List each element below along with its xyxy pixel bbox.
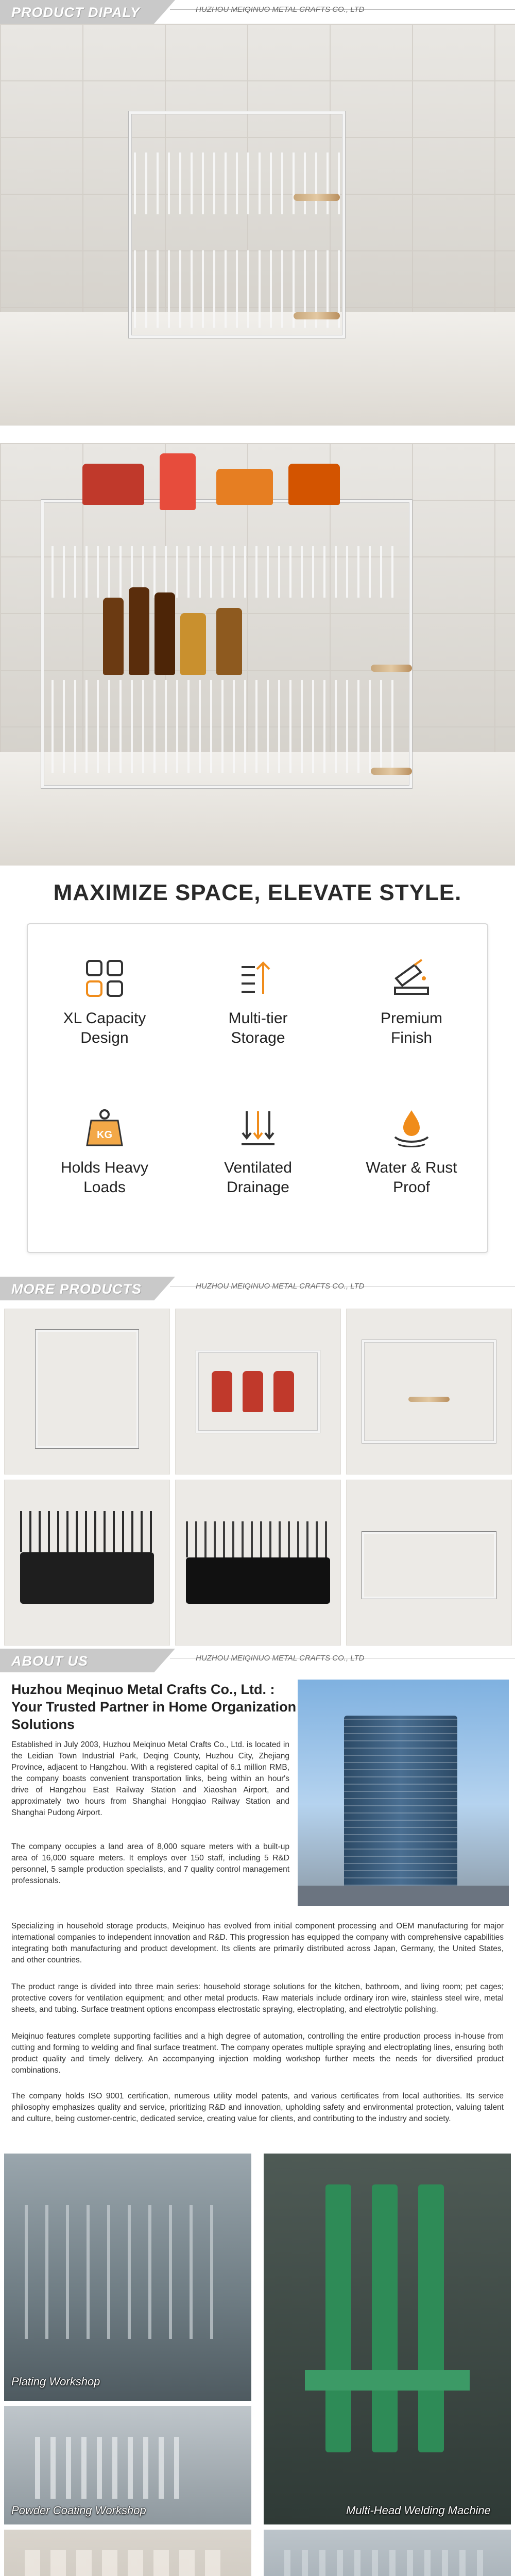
product-thumb xyxy=(175,1480,341,1646)
workshop-photo xyxy=(4,2406,251,2524)
feature-label: Premium xyxy=(380,1010,442,1027)
about-paragraph: The company occupies a land area of 8,000 square meters with a built-up area of 16,000 square meters. It employs over 150 staff, including 5 R&D personnel, 5 sample production specialists, and 7 quality control management professionals. xyxy=(11,1842,289,1885)
water-rust-icon xyxy=(388,1105,435,1151)
feature-grid xyxy=(27,923,488,1253)
feature-label: Holds Heavy xyxy=(60,1159,149,1176)
feature-item xyxy=(335,1105,488,1197)
about-heading-line: Your Trusted Partner in Home Organization xyxy=(11,1699,297,1715)
company-building-photo xyxy=(298,1680,509,1906)
multi-tier-icon xyxy=(235,955,281,1002)
slogan: MAXIMIZE SPACE, ELEVATE STYLE. xyxy=(53,880,462,905)
product-photo-loaded-rack xyxy=(0,443,515,866)
about-paragraph: The product range is divided into three main series: household storage solutions for the kitchen, bathroom, and living room; pet cages; protective covers for ventilation equipment; and other metal products. Raw materials include ordinary iron wire, stainless steel wire, metal sheets, and tubing. Surface treatment options encompass electrostatic spraying, electroplating, and electrolytic polishing. xyxy=(11,1982,504,2014)
feature-label: Design xyxy=(80,1029,129,1046)
section-company: HUZHOU MEIQINUO METAL CRAFTS CO., LTD xyxy=(196,1654,365,1663)
product-photo-empty-rack xyxy=(0,24,515,426)
product-thumb xyxy=(4,1309,170,1475)
product-thumb xyxy=(4,1480,170,1646)
section-title: ABOUT US xyxy=(11,1653,88,1669)
capacity-icon xyxy=(81,955,128,1002)
section-company: HUZHOU MEIQINUO METAL CRAFTS CO., LTD xyxy=(196,5,365,14)
feature-label: Storage xyxy=(231,1029,285,1046)
workshop-photo xyxy=(4,2530,251,2576)
feature-label: Multi-tier xyxy=(228,1010,288,1027)
section-title: PRODUCT DIPALY xyxy=(11,5,140,20)
workshop-label: Powder Coating Workshop xyxy=(11,2504,146,2517)
workshop-photo xyxy=(264,2530,511,2576)
feature-item xyxy=(181,955,335,1048)
feature-label: Finish xyxy=(390,1029,433,1046)
section-bar-about-us xyxy=(0,1649,515,1672)
product-thumb xyxy=(346,1480,512,1646)
about-paragraph: Specializing in household storage products, Meiqinuo has evolved from initial component processing and OEM manufacturing for major international companies to independent innovation and R&D. This progression has equipped the company with comprehensive capabilities integrating both manufacturing and product development. Its clients are primarily distributed across Japan, Germany, the United States, and other countries. xyxy=(11,1922,504,1964)
feature-label: Drainage xyxy=(227,1179,289,1196)
product-thumb xyxy=(175,1309,341,1475)
workshop-photo xyxy=(264,2154,511,2524)
feature-label: Ventilated xyxy=(224,1159,292,1176)
feature-label: Water & Rust xyxy=(366,1159,457,1176)
product-thumb xyxy=(346,1309,512,1475)
about-paragraph: The company holds ISO 9001 certification, numerous utility model patents, and various certificates from local authorities. Its service philosophy emphasizes quality and service, prioritizing R&D and innovation, upholding safety and environmental protection, valuing talent and culture, being customer-centric, dedicated service, creating value for clients, and contributing to the industry and society. xyxy=(11,2092,504,2123)
workshop-label: Plating Workshop xyxy=(11,2375,100,2388)
weight-badge: KG xyxy=(97,1129,112,1141)
feature-item xyxy=(335,955,488,1048)
section-bar-more-products xyxy=(0,1277,515,1300)
feature-label: Proof xyxy=(393,1179,430,1196)
about-paragraph: Established in July 2003, Huzhou Meiqinuo Metal Crafts Co., Ltd. is located in the Leidian Town Industrial Park, Deqing County, Huzhou City, Zhejiang Province, adjacent to Hangzhou. With a registered capital of 6.1 million RMB, the company boasts convenient transportation links, being within an hour's drive of Hangzhou East Railway Station and Xiaoshan Airport, and approximately two hours from Shanghai Hongqiao Railway Station and Shanghai Pudong Airport. xyxy=(11,1740,289,1817)
about-heading xyxy=(11,1681,300,1733)
feature-label: XL Capacity xyxy=(63,1010,146,1027)
about-heading-line: Huzhou Meqinuo Metal Crafts Co., Ltd. : xyxy=(11,1682,275,1697)
about-heading-line: Solutions xyxy=(11,1717,75,1732)
section-title: MORE PRODUCTS xyxy=(11,1281,142,1297)
premium-finish-icon xyxy=(388,955,435,1002)
about-paragraph: Meiqinuo features complete supporting facilities and a high degree of automation, controlling the entire production process in-house from cutting and forming to welding and final surface treatment. The company operates multiple spraying and electroplating lines, ensuring both product quality and timely delivery. An accompanying injection molding workshop further meets the needs for diversified product combinations. xyxy=(11,2032,504,2075)
feature-label: Loads xyxy=(83,1179,126,1196)
feature-item xyxy=(28,955,181,1048)
workshop-photo xyxy=(4,2154,251,2401)
section-company: HUZHOU MEIQINUO METAL CRAFTS CO., LTD xyxy=(196,1282,365,1291)
weight-icon xyxy=(81,1105,128,1151)
drainage-icon xyxy=(235,1105,281,1151)
workshop-label: Multi-Head Welding Machine xyxy=(346,2504,491,2517)
section-bar-product-display xyxy=(0,0,515,24)
feature-item xyxy=(28,1105,181,1197)
feature-item xyxy=(181,1105,335,1197)
